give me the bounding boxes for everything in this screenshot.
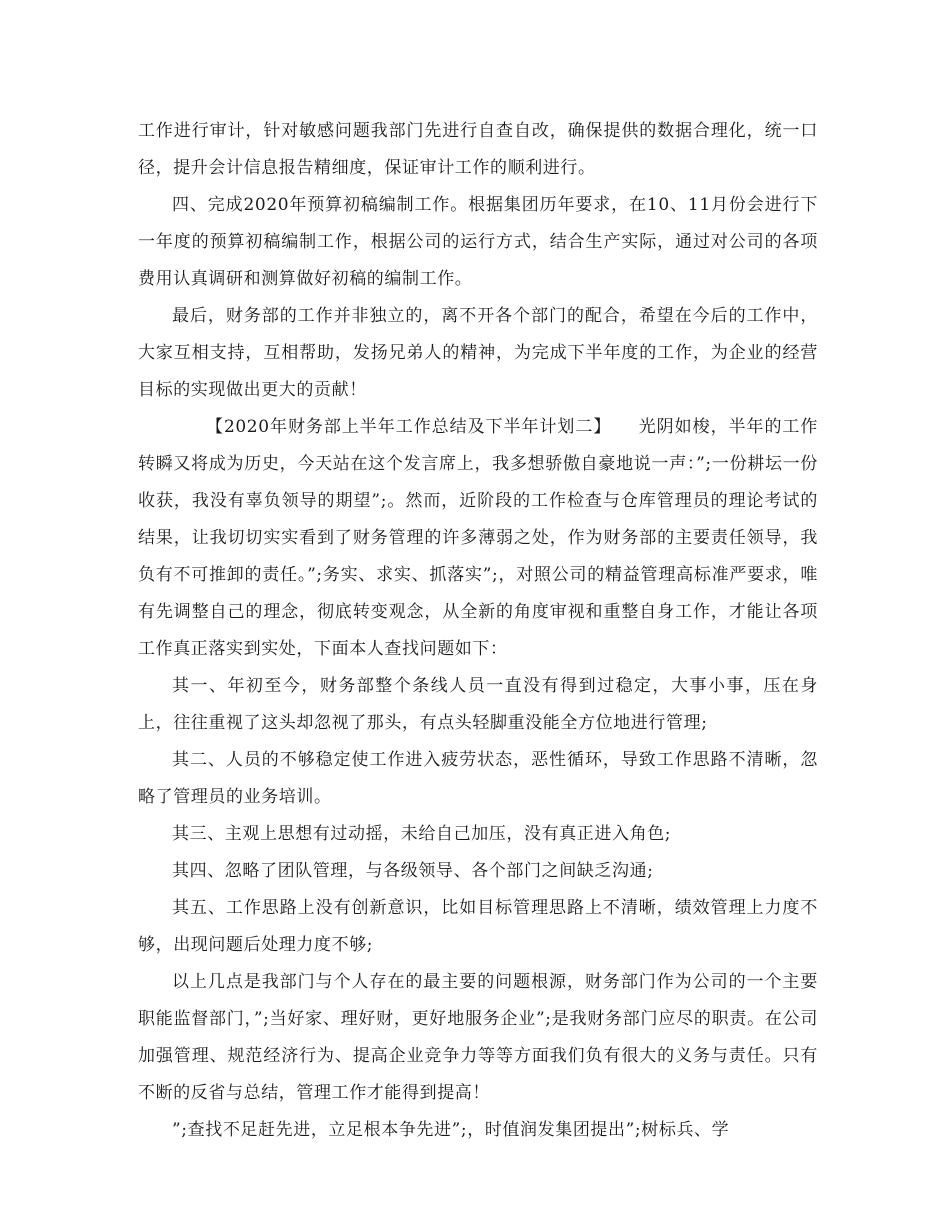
paragraph-issue-five: 其五、工作思路上没有创新意识，比如目标管理思路上不清晰，绩效管理上力度不够，出现问题后处理力度不够; [138, 898, 818, 955]
paragraph-issue-one: 其一、年初至今，财务部整个条线人员一直没有得到过稳定，大事小事，压在身上，往往重视了这头却忽视了那头，有点头轻脚重没能全方位地进行管理; [138, 676, 818, 733]
paragraph-closing: 最后，财务部的工作并非独立的，离不开各个部门的配合，希望在今后的工作中，大家互相支持，互相帮助，发扬兄弟人的精神，为完成下半年度的工作，为企业的经营目标的实现做出更大的贡献！ [138, 306, 818, 400]
paragraph-audit-continuation: 工作进行审计，针对敏感问题我部门先进行自查自改，确保提供的数据合理化，统一口径，提升会计信息报告精细度，保证审计工作的顺利进行。 [138, 121, 818, 178]
paragraph-find-shortcomings: ”;查找不足赶先进，立足根本争先进”;，时值润发集团提出”;树标兵、学 [172, 1120, 730, 1140]
paragraph-budget-draft: 四、完成2020年预算初稿编制工作。根据集团历年要求，在10、11月份会进行下一年度的预算初稿编制工作，根据公司的运行方式，结合生产实际，通过对公司的各项费用认真调研和测算做好初稿的编制工作。 [138, 195, 818, 289]
paragraph-root-causes: 以上几点是我部门与个人存在的最主要的问题根源，财务部门作为公司的一个主要职能监督部门，”;当好家、理好财，更好地服务企业”;是我财务部门应尽的职责。在公司加强管理、规范经济行为、提高企业竞争力等等方面我们负有很大的义务与责任。只有不断的反省与总结，管理工作才能得到提高！ [138, 972, 818, 1103]
paragraph-plan-two-intro: 【2020年财务部上半年工作总结及下半年计划二】 光阴如梭，半年的工作转瞬又将成为历史，今天站在这个发言席上，我多想骄傲自豪地说一声：”;一份耕坛一份收获，我没有辜负领导的期望”;。然而，近阶段的工作检查与仓库管理员的理论考试的结果，让我切切实实看到了财务管理的许多薄弱之处，作为财务部的主要责任领导，我负有不可推卸的责任。”;务实、求实、抓落实”;，对照公司的精益管理高标准严要求，唯有先调整自己的理念，彻底转变观念，从全新的角度审视和重整自身工作，才能让各项工作真正落实到实处，下面本人查找问题如下： [138, 417, 818, 659]
paragraph-issue-four: 其四、忽略了团队管理，与各级领导、各个部门之间缺乏沟通; [172, 861, 654, 881]
paragraph-issue-two: 其二、人员的不够稳定使工作进入疲劳状态，恶性循环，导致工作思路不清晰，忽略了管理员的业务培训。 [138, 750, 818, 807]
paragraph-issue-three: 其三、主观上思想有过动摇，未给自己加压，没有真正进入角色; [172, 824, 672, 844]
document-body [138, 113, 818, 1149]
